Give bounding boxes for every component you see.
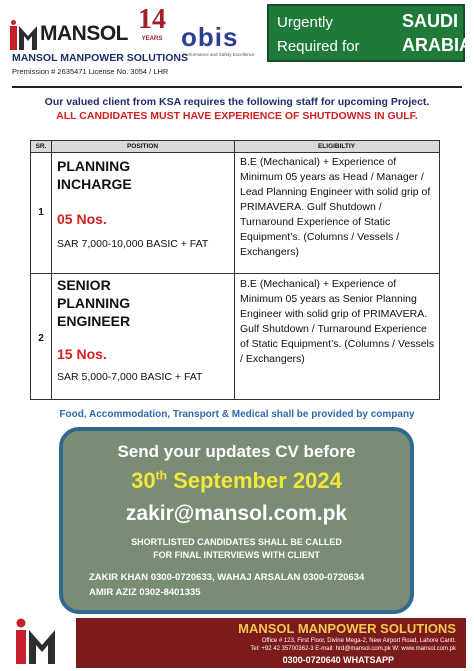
- header: [0, 0, 474, 92]
- email-link[interactable]: zakir@mansol.com.pk: [125, 502, 348, 525]
- deadline-suffix: th: [155, 468, 167, 483]
- row-1-eligibility: B.E (Mechanical) + Experience of Minimum 05 years as Head / Manager / Lead Planning Engineer with solid grip of PRIMAVERA. Gulf Shutdown / Turnaround Experience of Static Equipment’s. (Columns / Vessels / Exchangers): [240, 156, 431, 258]
- shortlist-note-1: SHORTLISTED CANDIDATES SHALL BE CALLED: [131, 537, 342, 547]
- footer-address: Office # 123, First Floor, Divine Mega-2, New Airport Road, Lahore Cantt.: [261, 638, 456, 644]
- header-eligibility: ELIGIBILTIY: [317, 143, 356, 150]
- years-badge: [133, 4, 171, 48]
- positions-table: [30, 140, 440, 400]
- header-divider: [12, 86, 462, 88]
- urgent-country-2: ARABIA: [402, 35, 472, 55]
- company-name: MANSOL MANPOWER SOLUTIONS: [12, 52, 188, 64]
- row-2-title-line-2: PLANNING: [57, 295, 131, 311]
- contact-numbers-2: AMIR AZIZ 0302-8401335: [89, 587, 201, 598]
- years-number: 14: [138, 4, 166, 35]
- row-1-title-line-1: PLANNING: [57, 158, 131, 174]
- row-2-salary: SAR 5,000-7,000 BASIC + FAT: [57, 371, 203, 383]
- urgent-line-1: Urgently: [277, 14, 333, 31]
- facility-note: Food, Accommodation, Transport & Medical shall be provided by company: [59, 409, 415, 420]
- obis-tagline: Performance and Safety Excellence: [183, 52, 255, 57]
- footer-band: [76, 618, 466, 668]
- intro-text: Our valued client from KSA requires the following staff for upcoming Project.: [44, 96, 430, 108]
- contact-numbers-1: ZAKIR KHAN 0300-0720633, WAHAJ ARSALAN 0300-0720634: [89, 572, 365, 583]
- deadline-month-year: September 2024: [166, 468, 342, 493]
- table-header: [31, 141, 439, 153]
- row-1-count: 05 Nos.: [57, 211, 107, 227]
- row-divider: [31, 273, 439, 274]
- cta-box: [59, 427, 414, 614]
- shortlist-note-2: FOR FINAL INTERVIEWS WITH CLIENT: [153, 550, 320, 560]
- footer-company-name: MANSOL MANPOWER SOLUTIONS: [238, 621, 456, 636]
- header-sr: SR.: [35, 143, 47, 150]
- license-text: Premission # 2635471 License No. 3054 / LHR: [12, 67, 169, 76]
- footer-whatsapp: 0300-0720640 WHATSAPP: [282, 655, 394, 665]
- urgent-banner: [267, 4, 472, 62]
- row-2-title-line-1: SENIOR: [57, 277, 111, 293]
- intro-requirement: ALL CANDIDATES MUST HAVE EXPERIENCE OF SHUTDOWNS IN GULF.: [56, 110, 418, 122]
- obis-wordmark: obis: [181, 22, 239, 52]
- obis-logo: [181, 22, 257, 62]
- deadline-date: [63, 468, 410, 494]
- column-divider: [51, 141, 52, 399]
- footer-contact: Tel: +92 42 35700362-3 E-mail: hrd@mansol.com.pk W: www.mansol.com.pk: [250, 646, 456, 652]
- column-divider: [234, 141, 235, 399]
- deadline-day: 30: [131, 468, 156, 493]
- urgent-country-1: SAUDI: [402, 11, 459, 31]
- row-1-sr: 1: [38, 207, 44, 218]
- cta-heading: Send your updates CV before: [117, 442, 356, 461]
- footer-logo-icon: [14, 618, 68, 664]
- brand-name: MANSOL: [40, 22, 128, 45]
- years-label: YEARS: [141, 36, 163, 42]
- row-2-count: 15 Nos.: [57, 346, 107, 362]
- urgent-line-2: Required for: [277, 38, 360, 55]
- row-2-title-line-3: ENGINEER: [57, 313, 131, 329]
- header-position: POSITION: [126, 143, 159, 150]
- row-2-eligibility: B.E (Mechanical) + Experience of Minimum 05 years as Senior Planning Engineer with solid grip of PRIMAVERA. Gulf Shutdown / Turnaround Experience of Static Equipment’s. (Columns / Vessels / Exchangers): [240, 278, 435, 365]
- row-1-title-line-2: INCHARGE: [57, 176, 132, 192]
- row-2-sr: 2: [38, 333, 44, 344]
- row-1-salary: SAR 7,000-10,000 BASIC + FAT: [57, 238, 209, 250]
